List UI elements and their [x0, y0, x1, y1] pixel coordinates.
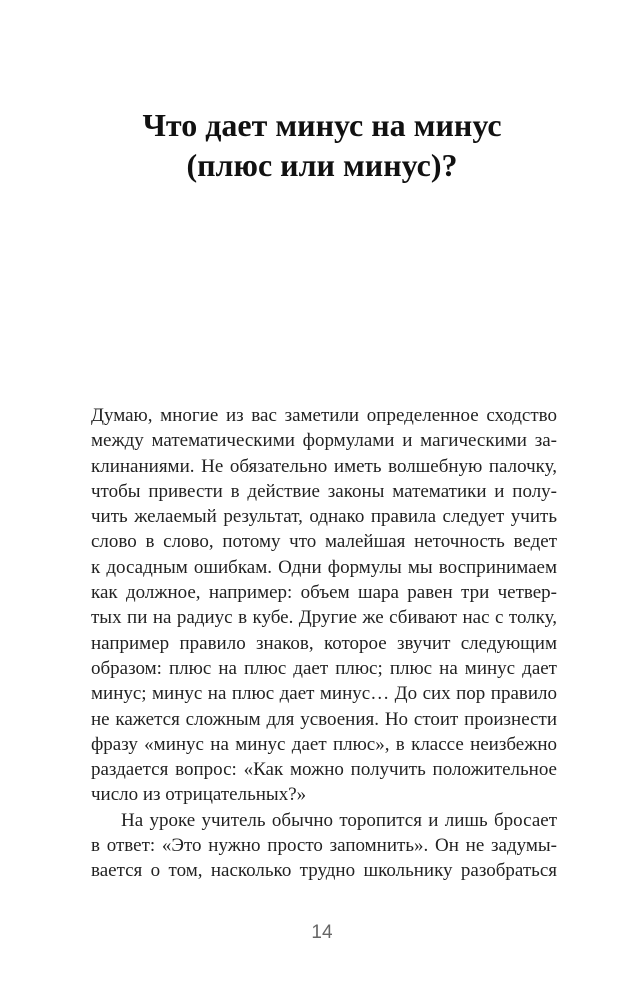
text-line: к досадным ошибкам. Одни формулы мы воспринимаем — [91, 556, 557, 578]
text-line: клинаниями. Не обязательно иметь волшебную палочку, — [91, 455, 557, 477]
text-line: вается о том, насколько трудно школьнику разобраться — [91, 860, 557, 882]
text-line: не кажется сложным для усвоения. Но стоит произнести — [91, 708, 557, 730]
text-line: На уроке учитель обычно торопится и лишь бросает — [121, 809, 557, 831]
chapter-title-line: Что дает минус на минус — [142, 107, 502, 143]
text-line: чтобы привести в действие законы математики и полу- — [91, 480, 557, 502]
text-line: слово в слово, потому что малейшая неточность ведет — [91, 531, 557, 553]
chapter-title — [60, 105, 584, 185]
chapter-title-line: (плюс или минус)? — [186, 147, 458, 183]
text-line: например правило знаков, которое звучит следующим — [91, 632, 557, 654]
text-line: тых пи на радиус в кубе. Другие же сбивают нас с толку, — [91, 607, 557, 629]
text-line: раздается вопрос: «Как можно получить положительное — [91, 759, 557, 781]
text-line: в ответ: «Это нужно просто запомнить». Он не задумы- — [91, 835, 557, 857]
text-line: между математическими формулами и магическими за- — [91, 430, 557, 452]
text-line: Думаю, многие из вас заметили определенное сходство — [91, 405, 557, 426]
paragraph-1 — [91, 403, 557, 808]
text-line: чить желаемый результат, однако правила следует учить — [91, 506, 557, 528]
text-line: число из отрицательных?» — [91, 784, 307, 806]
text-line: образом: плюс на плюс дает плюс; плюс на минус дает — [91, 657, 557, 679]
text-line: фразу «минус на минус дает плюс», в классе неизбежно — [91, 733, 557, 755]
page-number: 14 — [311, 922, 333, 943]
paragraph-2 — [91, 808, 557, 884]
body-text — [91, 403, 557, 884]
text-line: минус; минус на плюс дает минус… До сих пор правило — [91, 683, 557, 705]
text-line: как должное, например: объем шара равен три четвер- — [91, 582, 557, 604]
